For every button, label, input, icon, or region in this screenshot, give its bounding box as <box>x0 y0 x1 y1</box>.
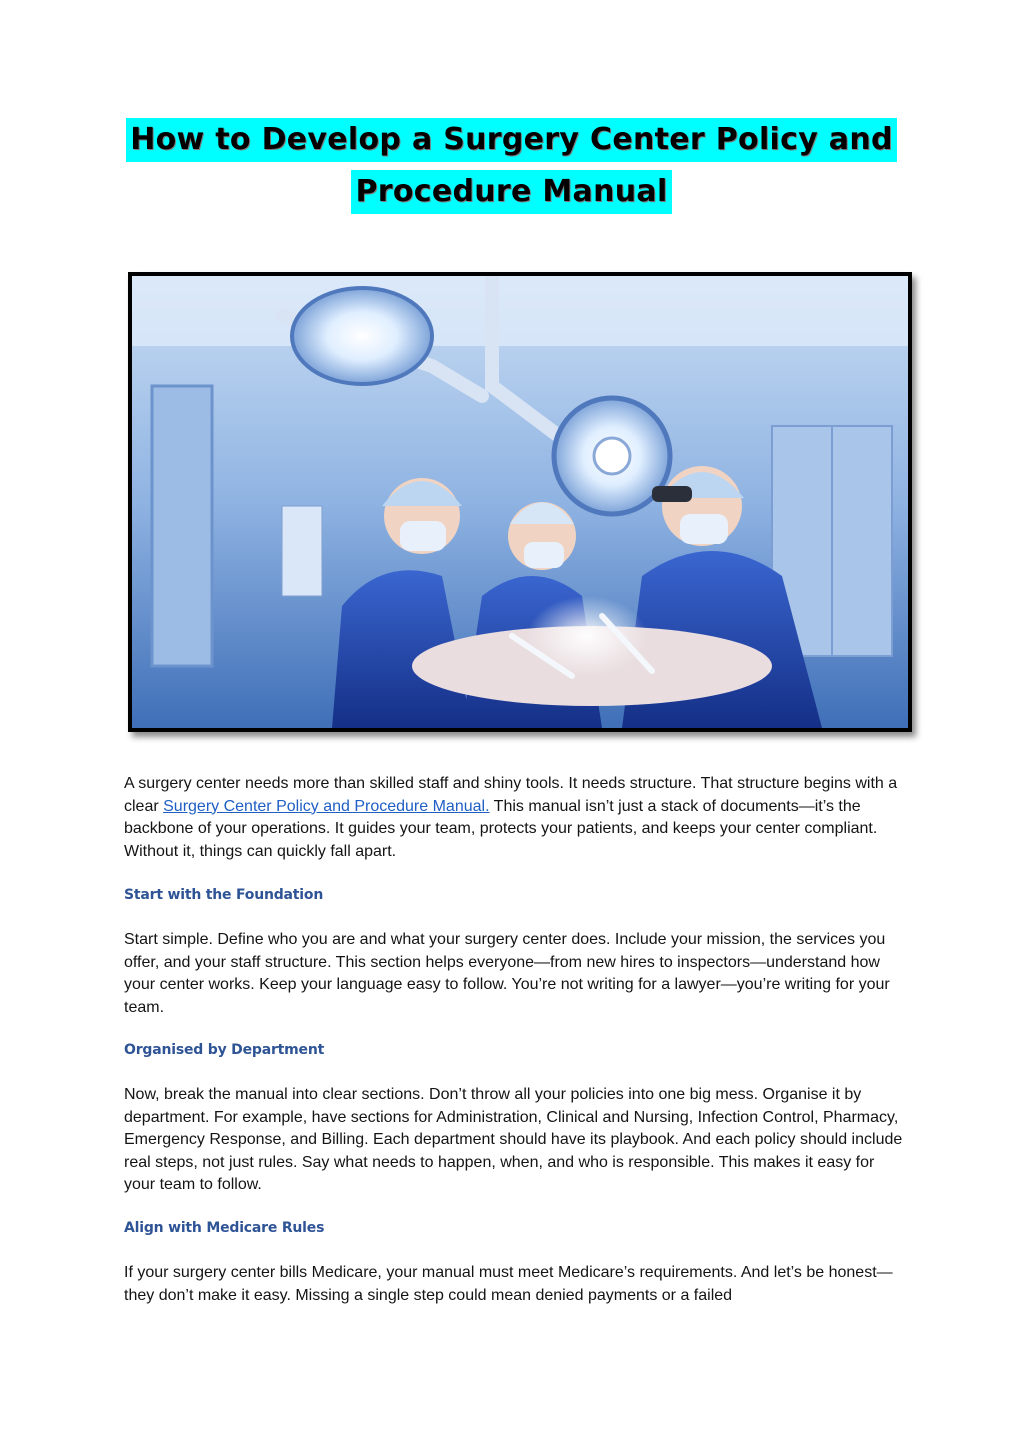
intro-paragraph <box>124 773 904 863</box>
title-line-1: How to Develop a Surgery Center Policy and <box>126 118 897 162</box>
paragraph-foundation: Start simple. Define who you are and what your surgery center does. Include your mission, the services you offer, and your staff structure. This section helps everyone—from new hires to inspectors—understand how your center works. Keep your language easy to follow. You’re not writing for a lawyer—you’re writing for your team. <box>124 931 890 1016</box>
surgery-team-photo <box>128 272 912 732</box>
manual-link[interactable]: Surgery Center Policy and Procedure Manual. <box>163 797 490 815</box>
paragraph-medicare: If your surgery center bills Medicare, your manual must meet Medicare’s requirements. And let’s be honest—they don’t make it easy. Missing a single step could mean denied payments or a failed <box>124 1264 893 1304</box>
surgery-photo-illustration <box>132 276 908 728</box>
page-title <box>0 118 1023 214</box>
heading-medicare: Align with Medicare Rules <box>124 1220 325 1236</box>
heading-department: Organised by Department <box>124 1042 325 1058</box>
paragraph-department: Now, break the manual into clear sections. Don’t throw all your policies into one big mess. Organise it by department. For example, have sections for Administration, Clinical and Nursing, Infection Control, Pharmacy, Emergency Response, and Billing. Each department should have its playbook. And each policy should include real steps, not just rules. Say what needs to happen, when, and who is responsible. This makes it easy for your team to follow. <box>124 1086 903 1194</box>
heading-foundation: Start with the Foundation <box>124 887 324 903</box>
title-line-2: Procedure Manual <box>351 170 671 214</box>
intro-text-end: This manual isn’t just a stack of documents—it’s the backbone of your operations. It guides your team, protects your patients, and keeps your center compliant. Without it, things can quickly fall apart. <box>124 797 878 860</box>
intro-text-start: A surgery center needs more than skilled staff and shiny tools. It needs structure. That structure begins with a clear <box>124 775 898 815</box>
